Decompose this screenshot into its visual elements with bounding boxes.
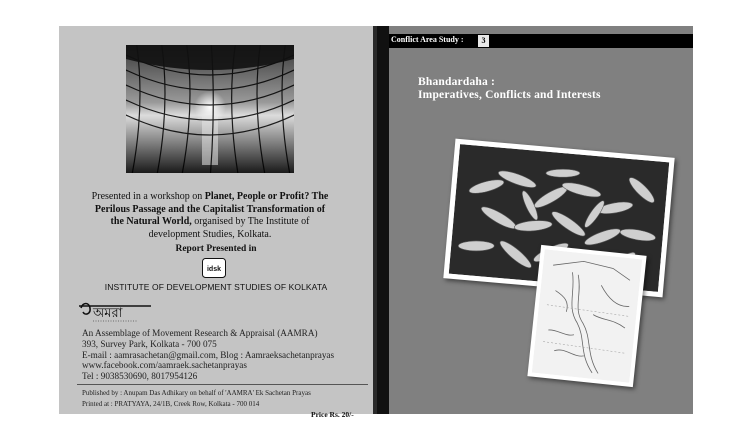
institute-name: INSTITUTE OF DEVELOPMENT STUDIES OF KOLKATA (104, 282, 328, 292)
address-block (82, 328, 362, 382)
presentation-note (79, 191, 341, 241)
front-edge-bar (377, 26, 389, 414)
presented-line-1: Presented in a workshop on Planet, People or Profit? The (91, 191, 329, 202)
idsk-logo (202, 258, 226, 278)
cover-subtitle: Imperatives, Conflicts and Interests (418, 89, 601, 101)
presented-line-3: the Natural World, organised by The Institute of (110, 216, 310, 227)
address-line-facebook: www.facebook.com/aamraek.sachetanprayas (82, 360, 247, 371)
series-number-badge: 3 (478, 35, 489, 47)
front-cover (377, 26, 693, 414)
price-label: Price Rs. 20/- (311, 410, 354, 419)
address-line-phone: Tel : 9038530690, 8017954126 (82, 371, 198, 382)
aamra-logo-text: অমরা (93, 306, 123, 321)
address-line-street: 393, Survey Park, Kolkata - 700 075 (82, 338, 217, 349)
printed-at: Printed at : PRATYAYA, 24/1B, Creek Row, Kolkata - 700 014 (82, 399, 260, 408)
divider (77, 384, 368, 385)
presented-line-2: Perilous Passage and the Capitalist Transformation of (94, 203, 326, 215)
river-map-photo (527, 245, 646, 387)
published-by: Published by : Anupam Das Adhikary on behalf of 'AAMRA' Ek Sachetan Prayas (82, 389, 311, 397)
fishing-net-sunset-photo (126, 45, 294, 173)
report-heading: Report Presented in (175, 244, 257, 254)
publication-info (82, 388, 311, 409)
presented-line-4: development Studies, Kolkata. (148, 228, 272, 240)
series-label: Conflict Area Study : (391, 35, 464, 44)
cover-title: Bhandardaha : (418, 76, 496, 88)
book-cover-spread (59, 26, 693, 419)
back-cover (59, 26, 373, 419)
address-line-org: An Assemblage of Movement Research & Appraisal (AAMRA) (82, 328, 318, 338)
address-line-email: E-mail : aamrasachetan@gmail.com, Blog : Aamraeksachetanprayas (82, 349, 335, 360)
series-banner (389, 34, 693, 48)
aamra-logo (79, 298, 151, 324)
idsk-logo-text: idsk (206, 266, 222, 273)
